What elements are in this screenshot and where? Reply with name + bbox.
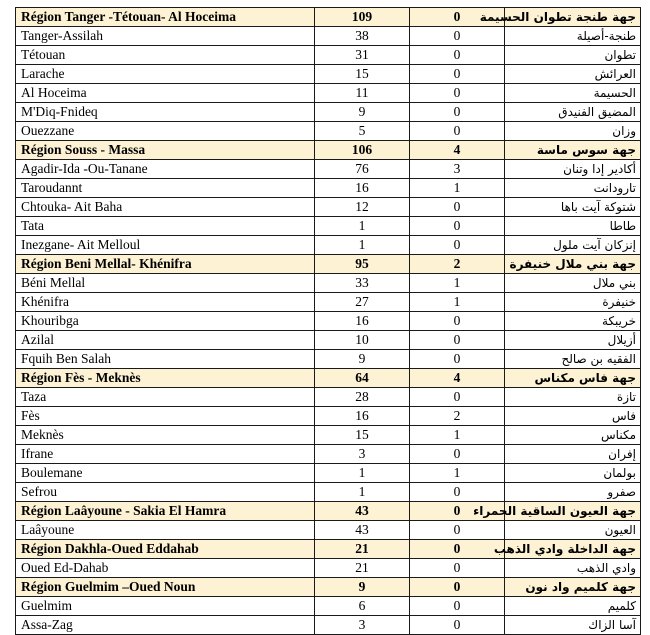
name-fr-cell: M'Diq-Fnideq [16, 103, 315, 122]
count-cell: 1 [315, 217, 410, 236]
province-row [16, 445, 641, 464]
region-row [16, 540, 641, 559]
name-ar-cell: وزان [505, 122, 641, 141]
count-cell: 43 [315, 502, 410, 521]
secondary-count-cell: 0 [410, 46, 505, 65]
name-fr-cell: Béni Mellal [16, 274, 315, 293]
secondary-count-cell: 2 [410, 255, 505, 274]
province-row [16, 331, 641, 350]
name-fr-cell: Région Guelmim –Oued Noun [16, 578, 315, 597]
region-row [16, 502, 641, 521]
secondary-count-cell: 1 [410, 464, 505, 483]
province-row [16, 293, 641, 312]
count-cell: 5 [315, 122, 410, 141]
secondary-count-cell: 4 [410, 369, 505, 388]
name-fr-cell: Région Dakhla-Oued Eddahab [16, 540, 315, 559]
name-fr-cell: Meknès [16, 426, 315, 445]
count-cell: 1 [315, 483, 410, 502]
secondary-count-cell: 0 [410, 236, 505, 255]
region-row [16, 8, 641, 27]
count-cell: 28 [315, 388, 410, 407]
region-row [16, 255, 641, 274]
name-ar-cell: كلميم [505, 597, 641, 616]
name-fr-cell: Al Hoceima [16, 84, 315, 103]
cases-by-region-table-container [15, 7, 641, 635]
name-ar-cell: تطوان [505, 46, 641, 65]
count-cell: 33 [315, 274, 410, 293]
count-cell: 6 [315, 597, 410, 616]
count-cell: 12 [315, 198, 410, 217]
name-ar-cell: تازة [505, 388, 641, 407]
name-ar-cell: إفران [505, 445, 641, 464]
name-ar-cell: بولمان [505, 464, 641, 483]
province-row [16, 160, 641, 179]
province-row [16, 483, 641, 502]
count-cell: 3 [315, 616, 410, 635]
province-row [16, 236, 641, 255]
count-cell: 10 [315, 331, 410, 350]
secondary-count-cell: 0 [410, 350, 505, 369]
count-cell: 31 [315, 46, 410, 65]
secondary-count-cell: 0 [410, 521, 505, 540]
secondary-count-cell: 0 [410, 559, 505, 578]
name-fr-cell: Région Laâyoune - Sakia El Hamra [16, 502, 315, 521]
secondary-count-cell: 0 [410, 217, 505, 236]
name-fr-cell: Khénifra [16, 293, 315, 312]
secondary-count-cell: 4 [410, 141, 505, 160]
name-fr-cell: Azilal [16, 331, 315, 350]
province-row [16, 217, 641, 236]
province-row [16, 103, 641, 122]
count-cell: 95 [315, 255, 410, 274]
count-cell: 3 [315, 445, 410, 464]
secondary-count-cell: 0 [410, 8, 505, 27]
province-row [16, 65, 641, 84]
name-fr-cell: Région Tanger -Tétouan- Al Hoceima [16, 8, 315, 27]
name-ar-cell: وادي الذهب [505, 559, 641, 578]
name-fr-cell: Laâyoune [16, 521, 315, 540]
name-fr-cell: Boulemane [16, 464, 315, 483]
name-fr-cell: Fquih Ben Salah [16, 350, 315, 369]
name-ar-cell: صفرو [505, 483, 641, 502]
count-cell: 106 [315, 141, 410, 160]
name-fr-cell: Assa-Zag [16, 616, 315, 635]
province-row [16, 464, 641, 483]
province-row [16, 198, 641, 217]
province-row [16, 84, 641, 103]
name-ar-cell: إنزكان آيت ملول [505, 236, 641, 255]
province-row [16, 274, 641, 293]
name-fr-cell: Région Fès - Meknès [16, 369, 315, 388]
name-ar-cell: جهة الداخلة وادي الذهب [505, 540, 641, 559]
count-cell: 15 [315, 426, 410, 445]
province-row [16, 426, 641, 445]
secondary-count-cell: 0 [410, 540, 505, 559]
province-row [16, 388, 641, 407]
count-cell: 27 [315, 293, 410, 312]
name-ar-cell: جهة كلميم واد نون [505, 578, 641, 597]
secondary-count-cell: 0 [410, 616, 505, 635]
secondary-count-cell: 1 [410, 426, 505, 445]
name-fr-cell: Sefrou [16, 483, 315, 502]
secondary-count-cell: 0 [410, 312, 505, 331]
province-row [16, 597, 641, 616]
name-ar-cell: بني ملال [505, 274, 641, 293]
secondary-count-cell: 1 [410, 293, 505, 312]
name-ar-cell: طنجة-أصيلة [505, 27, 641, 46]
count-cell: 76 [315, 160, 410, 179]
name-ar-cell: الحسيمة [505, 84, 641, 103]
secondary-count-cell: 2 [410, 407, 505, 426]
name-ar-cell: مكناس [505, 426, 641, 445]
name-fr-cell: Larache [16, 65, 315, 84]
name-fr-cell: Ouezzane [16, 122, 315, 141]
secondary-count-cell: 1 [410, 179, 505, 198]
secondary-count-cell: 0 [410, 597, 505, 616]
count-cell: 109 [315, 8, 410, 27]
secondary-count-cell: 0 [410, 103, 505, 122]
province-row [16, 179, 641, 198]
name-ar-cell: خريبكة [505, 312, 641, 331]
count-cell: 15 [315, 65, 410, 84]
region-row [16, 141, 641, 160]
count-cell: 21 [315, 540, 410, 559]
count-cell: 21 [315, 559, 410, 578]
name-ar-cell: تارودانت [505, 179, 641, 198]
name-fr-cell: Chtouka- Ait Baha [16, 198, 315, 217]
name-ar-cell: جهة طنجة تطوان الحسيمة [505, 8, 641, 27]
count-cell: 16 [315, 179, 410, 198]
name-fr-cell: Guelmim [16, 597, 315, 616]
count-cell: 38 [315, 27, 410, 46]
count-cell: 1 [315, 236, 410, 255]
name-fr-cell: Fès [16, 407, 315, 426]
name-fr-cell: Oued Ed-Dahab [16, 559, 315, 578]
secondary-count-cell: 0 [410, 331, 505, 350]
province-row [16, 521, 641, 540]
province-row [16, 559, 641, 578]
secondary-count-cell: 3 [410, 160, 505, 179]
name-fr-cell: Agadir-Ida -Ou-Tanane [16, 160, 315, 179]
name-fr-cell: Tanger-Assilah [16, 27, 315, 46]
name-ar-cell: العرائش [505, 65, 641, 84]
count-cell: 16 [315, 312, 410, 331]
province-row [16, 122, 641, 141]
secondary-count-cell: 0 [410, 445, 505, 464]
count-cell: 16 [315, 407, 410, 426]
name-ar-cell: جهة بني ملال خنيفرة [505, 255, 641, 274]
count-cell: 1 [315, 464, 410, 483]
name-ar-cell: أزيلال [505, 331, 641, 350]
cases-by-region-table [15, 7, 641, 635]
province-row [16, 616, 641, 635]
province-row [16, 407, 641, 426]
name-ar-cell: جهة سوس ماسة [505, 141, 641, 160]
name-ar-cell: العيون [505, 521, 641, 540]
table-body [16, 8, 641, 635]
count-cell: 9 [315, 103, 410, 122]
name-ar-cell: الفقيه بن صالح [505, 350, 641, 369]
secondary-count-cell: 0 [410, 122, 505, 141]
name-fr-cell: Région Beni Mellal- Khénifra [16, 255, 315, 274]
name-ar-cell: جهة العيون الساقية الحمراء [505, 502, 641, 521]
name-fr-cell: Tétouan [16, 46, 315, 65]
name-fr-cell: Taroudannt [16, 179, 315, 198]
secondary-count-cell: 0 [410, 502, 505, 521]
secondary-count-cell: 0 [410, 65, 505, 84]
name-ar-cell: خنيفرة [505, 293, 641, 312]
secondary-count-cell: 0 [410, 27, 505, 46]
name-fr-cell: Khouribga [16, 312, 315, 331]
name-ar-cell: جهة فاس مكناس [505, 369, 641, 388]
name-fr-cell: Région Souss - Massa [16, 141, 315, 160]
name-ar-cell: طاطا [505, 217, 641, 236]
province-row [16, 312, 641, 331]
secondary-count-cell: 0 [410, 84, 505, 103]
secondary-count-cell: 0 [410, 483, 505, 502]
region-row [16, 578, 641, 597]
count-cell: 64 [315, 369, 410, 388]
secondary-count-cell: 0 [410, 578, 505, 597]
province-row [16, 46, 641, 65]
secondary-count-cell: 1 [410, 274, 505, 293]
region-row [16, 369, 641, 388]
name-fr-cell: Taza [16, 388, 315, 407]
name-ar-cell: شتوكة آيت باها [505, 198, 641, 217]
secondary-count-cell: 0 [410, 198, 505, 217]
count-cell: 9 [315, 350, 410, 369]
province-row [16, 350, 641, 369]
name-fr-cell: Inezgane- Ait Melloul [16, 236, 315, 255]
name-ar-cell: المضيق الفنيدق [505, 103, 641, 122]
count-cell: 9 [315, 578, 410, 597]
name-fr-cell: Tata [16, 217, 315, 236]
name-ar-cell: آسا الزاك [505, 616, 641, 635]
secondary-count-cell: 0 [410, 388, 505, 407]
name-ar-cell: أكادير إدا وتنان [505, 160, 641, 179]
count-cell: 11 [315, 84, 410, 103]
name-ar-cell: فاس [505, 407, 641, 426]
count-cell: 43 [315, 521, 410, 540]
name-fr-cell: Ifrane [16, 445, 315, 464]
province-row [16, 27, 641, 46]
